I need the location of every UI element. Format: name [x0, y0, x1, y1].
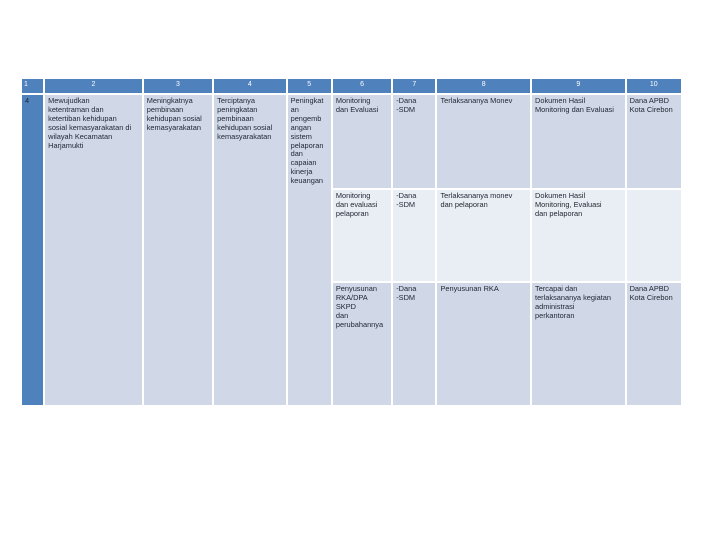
kegiatan-cell: Monitoring dan evaluasi pelaporan	[333, 190, 391, 281]
sumber-cell	[627, 190, 681, 281]
input-cell: -Dana -SDM	[393, 95, 435, 188]
column-header: 4	[214, 79, 285, 93]
output-cell: Penyusunan RKA	[437, 283, 530, 405]
header-row	[22, 79, 681, 93]
program-table	[20, 77, 683, 407]
sumber-cell: Dana APBD Kota Cirebon	[627, 95, 681, 188]
hasil-cell: Dokumen Hasil Monitoring, Evaluasi dan pelaporan	[532, 190, 625, 281]
outcome-cell: Terciptanya peningkatan pembinaan kehidupan sosial kemasyarakatan	[214, 95, 285, 405]
column-header: 8	[437, 79, 530, 93]
kegiatan-cell: Monitoring dan Evaluasi	[333, 95, 391, 188]
column-header: 9	[532, 79, 625, 93]
tujuan-cell: Mewujudkan ketentraman dan ketertiban kehidupan sosial kemasyarakatan di wilayah Kecamatan Harjamukti	[45, 95, 142, 405]
sasaran-cell: Meningkatnya pembinaan kehidupan sosial kemasyarakatan	[144, 95, 212, 405]
program-cell: Peningkat an pengemb angan sistem pelaporan dan capaian kinerja keuangan	[288, 95, 331, 405]
output-cell: Terlaksananya monev dan pelaporan	[437, 190, 530, 281]
column-header: 6	[333, 79, 391, 93]
column-header: 5	[288, 79, 331, 93]
kegiatan-cell: Penyusunan RKA/DPA SKPD dan perubahannya	[333, 283, 391, 405]
sumber-cell: Dana APBD Kota Cirebon	[627, 283, 681, 405]
input-cell: -Dana -SDM	[393, 283, 435, 405]
column-header: 10	[627, 79, 681, 93]
column-header: 2	[45, 79, 142, 93]
input-cell: -Dana -SDM	[393, 190, 435, 281]
column-header: 1	[22, 79, 43, 93]
hasil-cell: Dokumen Hasil Monitoring dan Evaluasi	[532, 95, 625, 188]
hasil-cell: Tercapai dan terlaksananya kegiatan administrasi perkantoran	[532, 283, 625, 405]
table-row	[22, 95, 681, 188]
column-header: 3	[144, 79, 212, 93]
output-cell: Terlaksananya Monev	[437, 95, 530, 188]
row-number-cell: 4	[22, 95, 43, 405]
column-header: 7	[393, 79, 435, 93]
